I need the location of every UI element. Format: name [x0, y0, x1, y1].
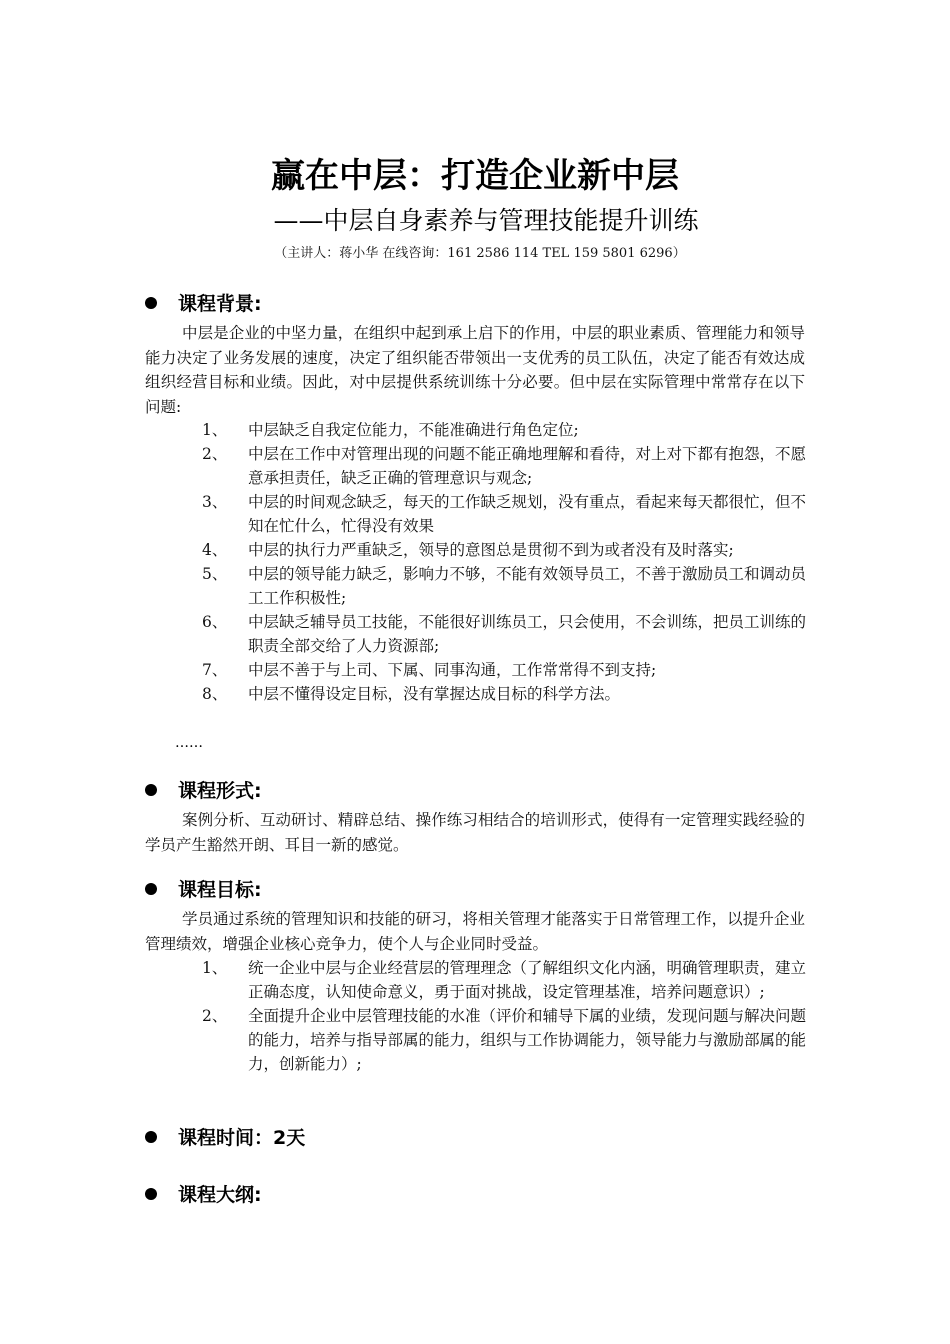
format-text: 案例分析、互动研讨、精辟总结、操作练习相结合的培训形式，使得有一定管理实践经验的学员产生豁然开朗、耳目一新的感觉。	[145, 811, 805, 854]
list-item	[145, 956, 825, 1004]
list-item	[145, 682, 825, 706]
list-item-text: 中层的执行力严重缺乏，领导的意图总是贯彻不到为或者没有及时落实;	[248, 541, 734, 559]
list-item	[145, 610, 825, 658]
list-item-number: 1、	[202, 959, 228, 977]
section-heading-duration	[145, 1125, 305, 1151]
list-item-text: 中层的时间观念缺乏，每天的工作缺乏规划，没有重点，看起来每天都很忙，但不知在忙什么，忙得没有效果	[248, 493, 807, 535]
goals-intro: 学员通过系统的管理知识和技能的研习，将相关管理才能落实于日常管理工作，以提升企业管理绩效，增强企业核心竞争力，使个人与企业同时受益。	[145, 910, 805, 953]
list-item	[145, 538, 825, 562]
bullet-icon	[145, 297, 157, 309]
list-item-text: 统一企业中层与企业经营层的管理理念（了解组织文化内涵，明确管理职责，建立正确态度，认知使命意义，勇于面对挑战，设定管理基准，培养问题意识）;	[248, 959, 807, 1001]
list-item-text: 中层不善于与上司、下属、同事沟通，工作常常得不到支持;	[248, 661, 657, 679]
section-heading-background	[145, 291, 262, 317]
list-item-text: 中层的领导能力缺乏，影响力不够，不能有效领导员工，不善于激励员工和调动员工工作积极性;	[248, 565, 807, 607]
list-item-number: 5、	[202, 565, 228, 583]
section-heading-goals	[145, 877, 262, 903]
list-item	[145, 658, 825, 682]
bullet-icon	[145, 784, 157, 796]
list-item-number: 2、	[202, 445, 228, 463]
list-item-number: 7、	[202, 661, 228, 679]
list-item-text: 中层不懂得设定目标，没有掌握达成目标的科学方法。	[248, 685, 621, 703]
section-heading-format	[145, 778, 262, 804]
bullet-icon	[145, 1188, 157, 1200]
background-problem-list	[145, 418, 825, 706]
section-heading-label: 课程大纲:	[178, 1184, 262, 1206]
list-item	[145, 442, 825, 490]
speaker-info: （主讲人：蒋小华 在线咨询：161 2586 114 TEL 159 5801 6296）	[274, 246, 686, 261]
list-item	[145, 490, 825, 538]
goals-list	[145, 956, 825, 1076]
list-item	[145, 562, 825, 610]
section-heading-label: 课程背景:	[178, 293, 262, 315]
bullet-icon	[145, 1131, 157, 1143]
list-item-text: 中层在工作中对管理出现的问题不能正确地理解和看待，对上对下都有抱怨，不愿意承担责任，缺乏正确的管理意识与观念;	[248, 445, 807, 487]
section-heading-label: 课程时间：2天	[178, 1127, 306, 1149]
list-item	[145, 418, 825, 442]
list-item-number: 8、	[202, 685, 228, 703]
list-item-text: 中层缺乏辅导员工技能，不能很好训练员工，只会使用，不会训练，把员工训练的职责全部交给了人力资源部;	[248, 613, 807, 655]
list-item-text: 中层缺乏自我定位能力，不能准确进行角色定位;	[248, 421, 579, 439]
ellipsis-text: ……	[175, 735, 203, 751]
list-item-text: 全面提升企业中层管理技能的水准（评价和辅导下属的业绩，发现问题与解决问题的能力，培养与指导部属的能力，组织与工作协调能力，领导能力与激励部属的能力，创新能力）;	[248, 1007, 807, 1073]
list-item-number: 2、	[202, 1007, 228, 1025]
section-heading-outline	[145, 1182, 262, 1208]
document-subtitle: ——中层自身素养与管理技能提升训练	[273, 206, 699, 235]
list-item-number: 1、	[202, 421, 228, 439]
list-item-number: 6、	[202, 613, 228, 631]
document-title: 赢在中层：打造企业新中层	[271, 156, 679, 196]
bullet-icon	[145, 883, 157, 895]
list-item-number: 4、	[202, 541, 228, 559]
list-item	[145, 1004, 825, 1076]
section-heading-label: 课程形式:	[178, 780, 262, 802]
section-heading-label: 课程目标:	[178, 879, 262, 901]
background-intro: 中层是企业的中坚力量，在组织中起到承上启下的作用，中层的职业素质、管理能力和领导能力决定了业务发展的速度，决定了组织能否带领出一支优秀的员工队伍，决定了能否有效达成组织经营目标和业绩。因此，对中层提供系统训练十分必要。但中层在实际管理中常常存在以下问题:	[145, 324, 805, 416]
list-item-number: 3、	[202, 493, 228, 511]
